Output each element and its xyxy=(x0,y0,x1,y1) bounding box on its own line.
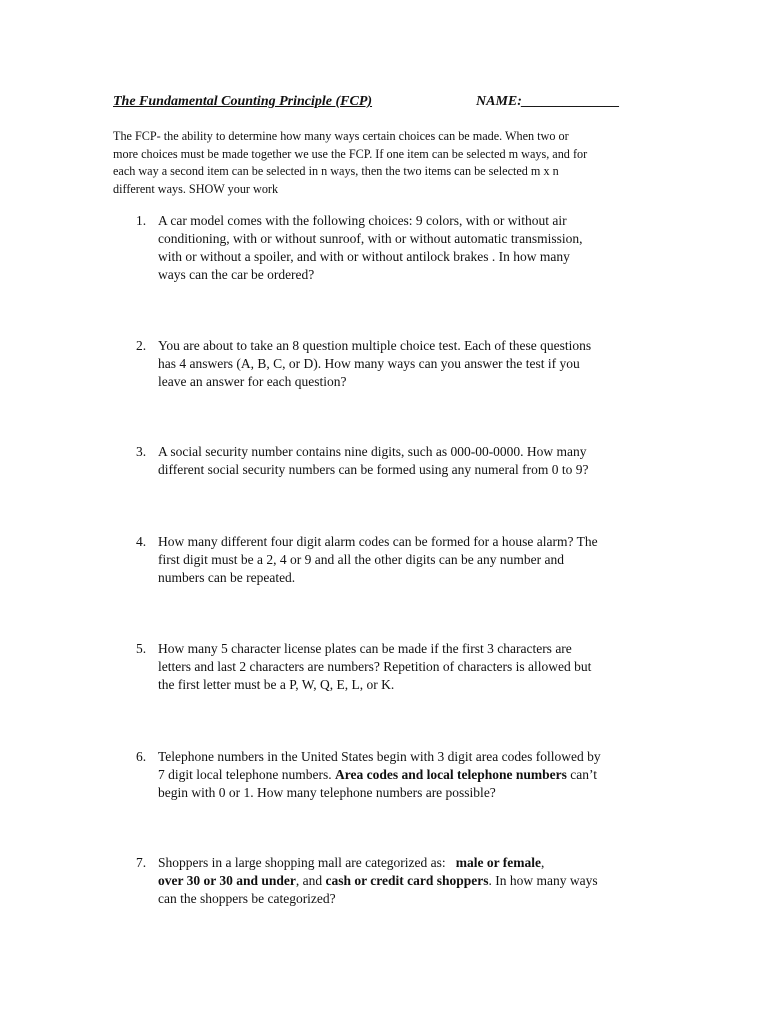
emphasis-text: male or female xyxy=(455,855,542,870)
question-3 xyxy=(136,443,666,479)
question-line: the first letter must be a P, W, Q, E, L, or K. xyxy=(158,677,395,692)
question-line xyxy=(158,854,666,872)
question-text-run: , and xyxy=(295,873,326,888)
question-number: 7. xyxy=(136,855,147,870)
question-text-run: can’t xyxy=(566,767,597,782)
question-text xyxy=(158,640,666,694)
question-line: A car model comes with the following choices: 9 colors, with or without air xyxy=(158,213,567,228)
question-line: How many different four digit alarm codes can be formed for a house alarm? The xyxy=(158,534,598,549)
question-text-run: Shoppers in a large shopping mall are categorized as: xyxy=(158,855,456,870)
intro-line: each way a second item can be selected in n ways, then the two items can be selected m x n xyxy=(113,164,559,178)
question-line: ways can the car be ordered? xyxy=(158,267,315,282)
question-line: leave an answer for each question? xyxy=(158,374,347,389)
question-line xyxy=(158,766,666,784)
question-text-run: , xyxy=(541,855,545,870)
question-text-run: 7 digit local telephone numbers. xyxy=(158,767,335,782)
question-line: You are about to take an 8 question multiple choice test. Each of these questions xyxy=(158,338,592,353)
question-line xyxy=(158,872,666,890)
worksheet-title: The Fundamental Counting Principle (FCP) xyxy=(113,94,373,109)
question-2 xyxy=(136,337,666,391)
question-6 xyxy=(136,748,666,802)
question-line: numbers can be repeated. xyxy=(158,570,296,585)
question-number: 2. xyxy=(136,338,147,353)
question-text xyxy=(158,854,666,908)
question-number: 4. xyxy=(136,534,147,549)
emphasis-text: Area codes and local telephone numbers xyxy=(334,767,567,782)
question-1 xyxy=(136,212,666,284)
question-7 xyxy=(136,854,666,908)
question-4 xyxy=(136,533,666,587)
question-line: How many 5 character license plates can be made if the first 3 characters are xyxy=(158,641,572,656)
question-number: 5. xyxy=(136,641,147,656)
question-line: begin with 0 or 1. How many telephone numbers are possible? xyxy=(158,785,496,800)
question-line: conditioning, with or without sunroof, with or without automatic transmission, xyxy=(158,231,583,246)
question-line: can the shoppers be categorized? xyxy=(158,891,336,906)
intro-line: The FCP- the ability to determine how many ways certain choices can be made. When two or xyxy=(113,129,569,143)
question-line: first digit must be a 2, 4 or 9 and all the other digits can be any number and xyxy=(158,552,565,567)
question-line: different social security numbers can be formed using any numeral from 0 to 9? xyxy=(158,462,589,477)
question-text xyxy=(158,533,666,587)
question-line: A social security number contains nine digits, such as 000-00-0000. How many xyxy=(158,444,587,459)
question-text xyxy=(158,212,666,284)
name-field-label: NAME:______________ xyxy=(476,94,620,109)
intro-line: different ways. SHOW your work xyxy=(113,181,279,196)
question-number: 3. xyxy=(136,444,147,459)
question-line: has 4 answers (A, B, C, or D). How many ways can you answer the test if you xyxy=(158,356,580,371)
question-text xyxy=(158,443,666,479)
question-line: with or without a spoiler, and with or without antilock brakes . In how many xyxy=(158,249,570,264)
question-number: 6. xyxy=(136,749,147,764)
emphasis-text: cash or credit card shoppers xyxy=(325,873,489,888)
question-line: Telephone numbers in the United States begin with 3 digit area codes followed by xyxy=(158,749,601,764)
worksheet-header xyxy=(113,94,673,114)
question-text xyxy=(158,748,666,802)
question-number: 1. xyxy=(136,213,147,228)
intro-line: more choices must be made together we use the FCP. If one item can be selected m ways, and for xyxy=(113,146,588,161)
emphasis-text: over 30 or 30 and under xyxy=(158,873,296,888)
intro-paragraph xyxy=(113,128,673,198)
question-line: letters and last 2 characters are numbers? Repetition of characters is allowed but xyxy=(158,659,592,674)
question-5 xyxy=(136,640,666,694)
question-text xyxy=(158,337,666,391)
question-text-run: . In how many ways xyxy=(488,873,598,888)
